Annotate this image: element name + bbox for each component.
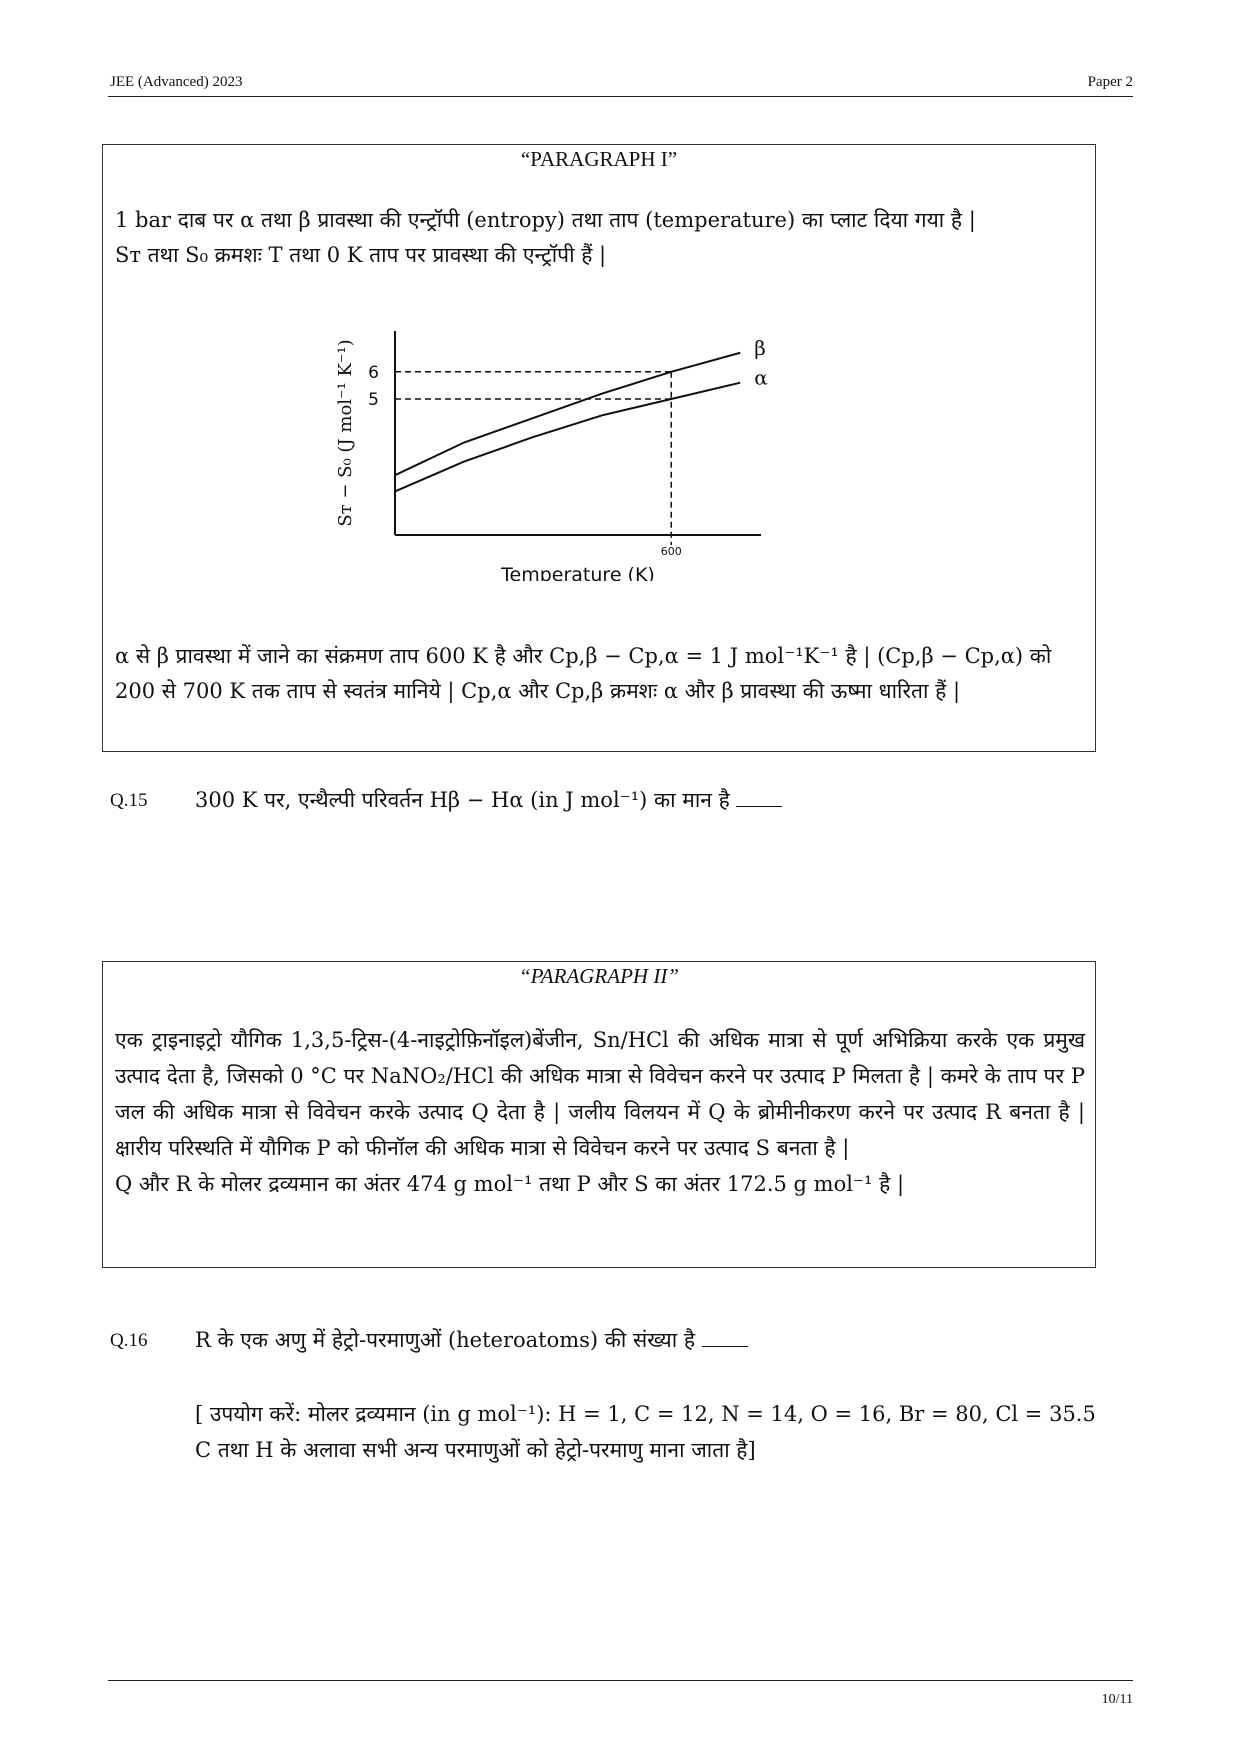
entropy-chart-svg — [321, 321, 801, 581]
paragraph-1-title: “PARAGRAPH I” — [520, 147, 678, 171]
exam-title: JEE (Advanced) 2023 — [110, 74, 243, 90]
answer-blank — [736, 788, 782, 807]
paragraph-2-title: “PARAGRAPH II” — [518, 964, 679, 988]
header-divider — [108, 96, 1133, 97]
question-15-number: Q.15 — [110, 790, 148, 811]
paragraph-2-body — [115, 1022, 1085, 1202]
question-16-number: Q.16 — [110, 1330, 148, 1351]
answer-blank — [702, 1328, 748, 1347]
entropy-chart — [321, 321, 801, 581]
paragraph-1-line-3: α से β प्रावस्था में जाने का संक्रमण ताप 600 K है और Cp,β − Cp,α = 1 J mol⁻¹K⁻¹ है | (Cp,β − Cp,α) को — [115, 644, 1052, 668]
paragraph-2-last-line: Q और R के मोलर द्रव्यमान का अंतर 474 g mol⁻¹ तथा P और S का अंतर 172.5 g mol⁻¹ है | — [115, 1172, 905, 1196]
y-axis-label: Sᴛ − S₀ (J mol⁻¹ K⁻¹) — [335, 339, 356, 527]
footer-divider — [108, 1680, 1133, 1681]
question-16-stem: R के एक अणु में हेट्रो-परमाणुओं (heteroatoms) की संख्या है — [195, 1328, 695, 1352]
question-15-text — [195, 786, 782, 814]
paragraph-1-box — [102, 144, 1096, 752]
question-15-stem: 300 K पर, एन्थैल्पी परिवर्तन Hβ − Hα (in J mol⁻¹) का मान है — [195, 788, 730, 812]
x-tick-label: 600 — [660, 545, 682, 558]
paragraph-1-line-2: Sᴛ तथा S₀ क्रमशः T तथा 0 K ताप पर प्रावस्था की एन्ट्रॉपी हैं | — [115, 243, 607, 267]
question-16-note — [195, 1396, 1096, 1468]
y-tick-label: 5 — [368, 390, 379, 410]
paragraph-2-box — [102, 961, 1096, 1268]
paragraph-1-intro — [115, 203, 1085, 273]
series-label-beta: β — [754, 335, 766, 360]
paragraph-1-line-1: 1 bar दाब पर α तथा β प्रावस्था की एन्ट्रॉपी (entropy) तथा ताप (temperature) का प्लाट दिया गया है | — [115, 208, 976, 232]
series-label-alpha: α — [754, 365, 768, 390]
x-axis-label: Temperature (K) — [501, 564, 655, 581]
paper-label: Paper 2 — [1087, 74, 1133, 90]
note-line-2: C तथा H के अलावा सभी अन्य परमाणुओं को हेट्रो-परमाणु माना जाता है] — [195, 1438, 756, 1462]
page-number: 10/11 — [1101, 1692, 1133, 1707]
question-16-text — [195, 1326, 748, 1354]
paragraph-1-conditions — [115, 639, 1085, 709]
note-line-1: [ उपयोग करें: मोलर द्रव्यमान (in g mol⁻¹): H = 1, C = 12, N = 14, O = 16, Br = 80, Cl = 35.5 — [195, 1402, 1096, 1426]
paragraph-1-line-4: 200 से 700 K तक ताप से स्वतंत्र मानिये | Cp,α और Cp,β क्रमशः α और β प्रावस्था की ऊष्मा धारिता हैं | — [115, 679, 961, 703]
paragraph-2-text: एक ट्राइनाइट्रो यौगिक 1,3,5-ट्रिस-(4-नाइट्रोफ़िनॉइल)बेंजीन, Sn/HCl की अधिक मात्रा से पूर्ण अभिक्रिया करके एक प्रमुख उत्पाद देता है, जिसको 0 °C पर NaNO₂/HCl की अधिक मात्रा से विवेचन करने पर उत्पाद P मिलता है | कमरे के ताप पर P जल की अधिक मात्रा से विवेचन करके उत्पाद Q देता है | जलीय विलयन में Q के ब्रोमीनीकरण करने पर उत्पाद R बनता है | क्षारीय परिस्थति में यौगिक P को फीनॉल की अधिक मात्रा से विवेचन करने पर उत्पाद S बनता है | — [115, 1028, 1085, 1160]
y-tick-label: 6 — [368, 362, 379, 383]
